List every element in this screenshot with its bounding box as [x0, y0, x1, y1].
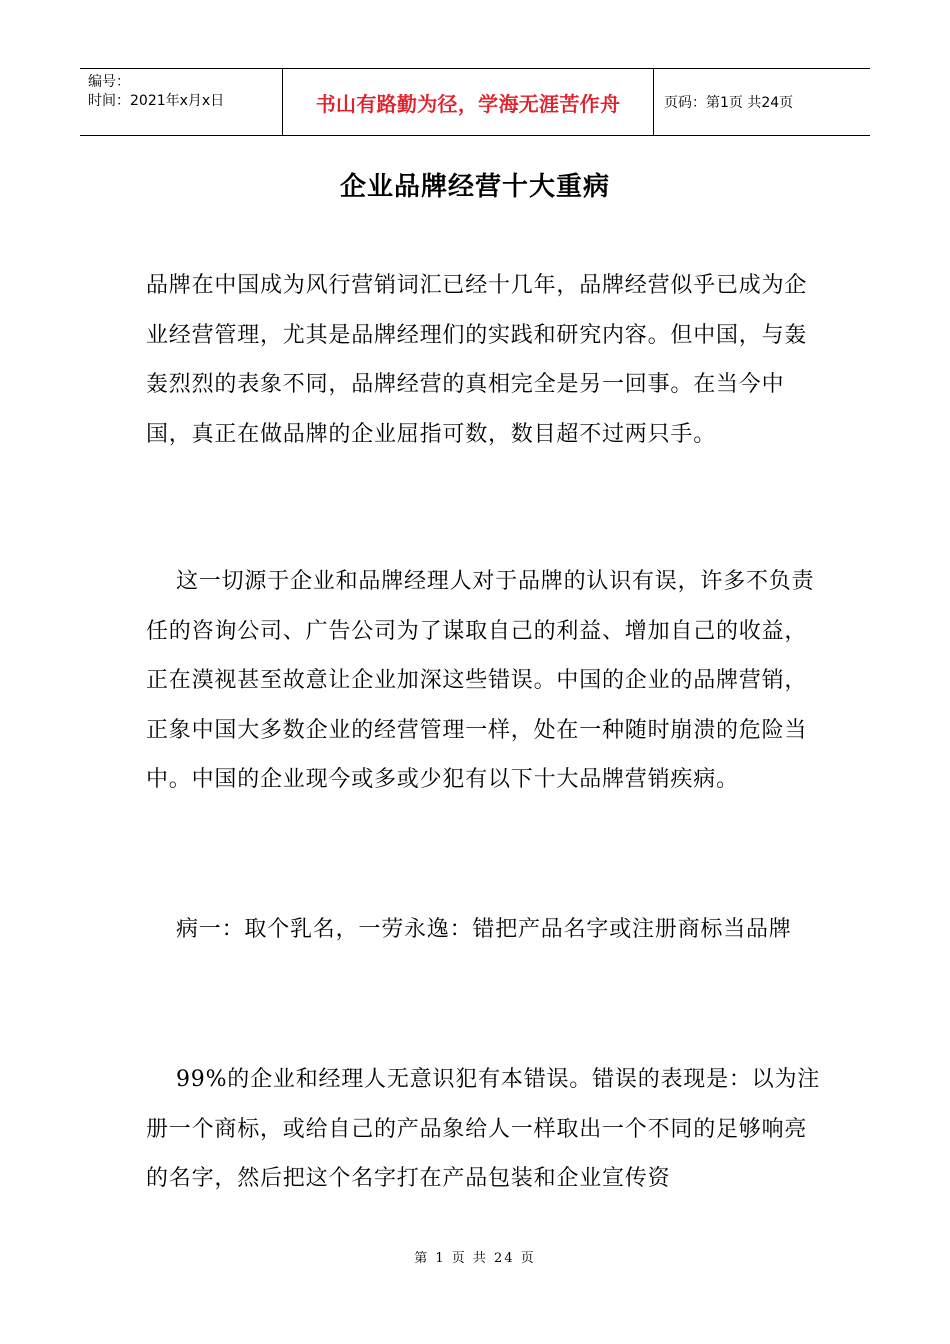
paragraph-1: 品牌在中国成为风行营销词汇已经十几年，品牌经营似乎已成为企业经营管理，尤其是品牌经理们的实践和研究内容。但中国，与轰轰烈烈的表象不同，品牌经营的真相完全是另一回事。在当今中国，真正在做品牌的企业屈指可数，数目超不过两只手。: [146, 273, 808, 447]
header-table: [80, 68, 870, 136]
header-meta-cell: [80, 69, 282, 135]
page-info: 页码：第1页 共24页: [664, 95, 794, 111]
header-page-cell: [654, 69, 870, 135]
motto-text: 书山有路勤为径，学海无涯苦作舟: [315, 91, 621, 116]
serial-label: 编号：: [88, 74, 130, 90]
paragraph-2: 这一切源于企业和品牌经理人对于品牌的认识有误，许多不负责任的咨询公司、广告公司为了谋取自己的利益、增加自己的收益，正在漠视甚至故意让企业加深这些错误。中国的企业的品牌营销，正象中国大多数企业的经营管理一样，处在一种随时崩溃的危险当中。中国的企业现今或多或少犯有以下十大品牌营销疾病。: [146, 569, 815, 792]
document-title: 企业品牌经营十大重病: [339, 172, 610, 202]
page-footer: 第 1 页 共 24 页: [414, 1251, 536, 1266]
paragraph-3: 病一：取个乳名，一劳永逸：错把产品名字或注册商标当品牌: [176, 917, 792, 942]
paragraph-4: 99%的企业和经理人无意识犯有本错误。错误的表现是：以为注册一个商标，或给自己的产品象给人一样取出一个不同的足够响亮的名字，然后把这个名字打在产品包装和企业宣传资: [146, 1067, 821, 1191]
date-label: 时间：2021年x月x日: [88, 93, 225, 109]
header-motto-cell: [282, 69, 654, 135]
